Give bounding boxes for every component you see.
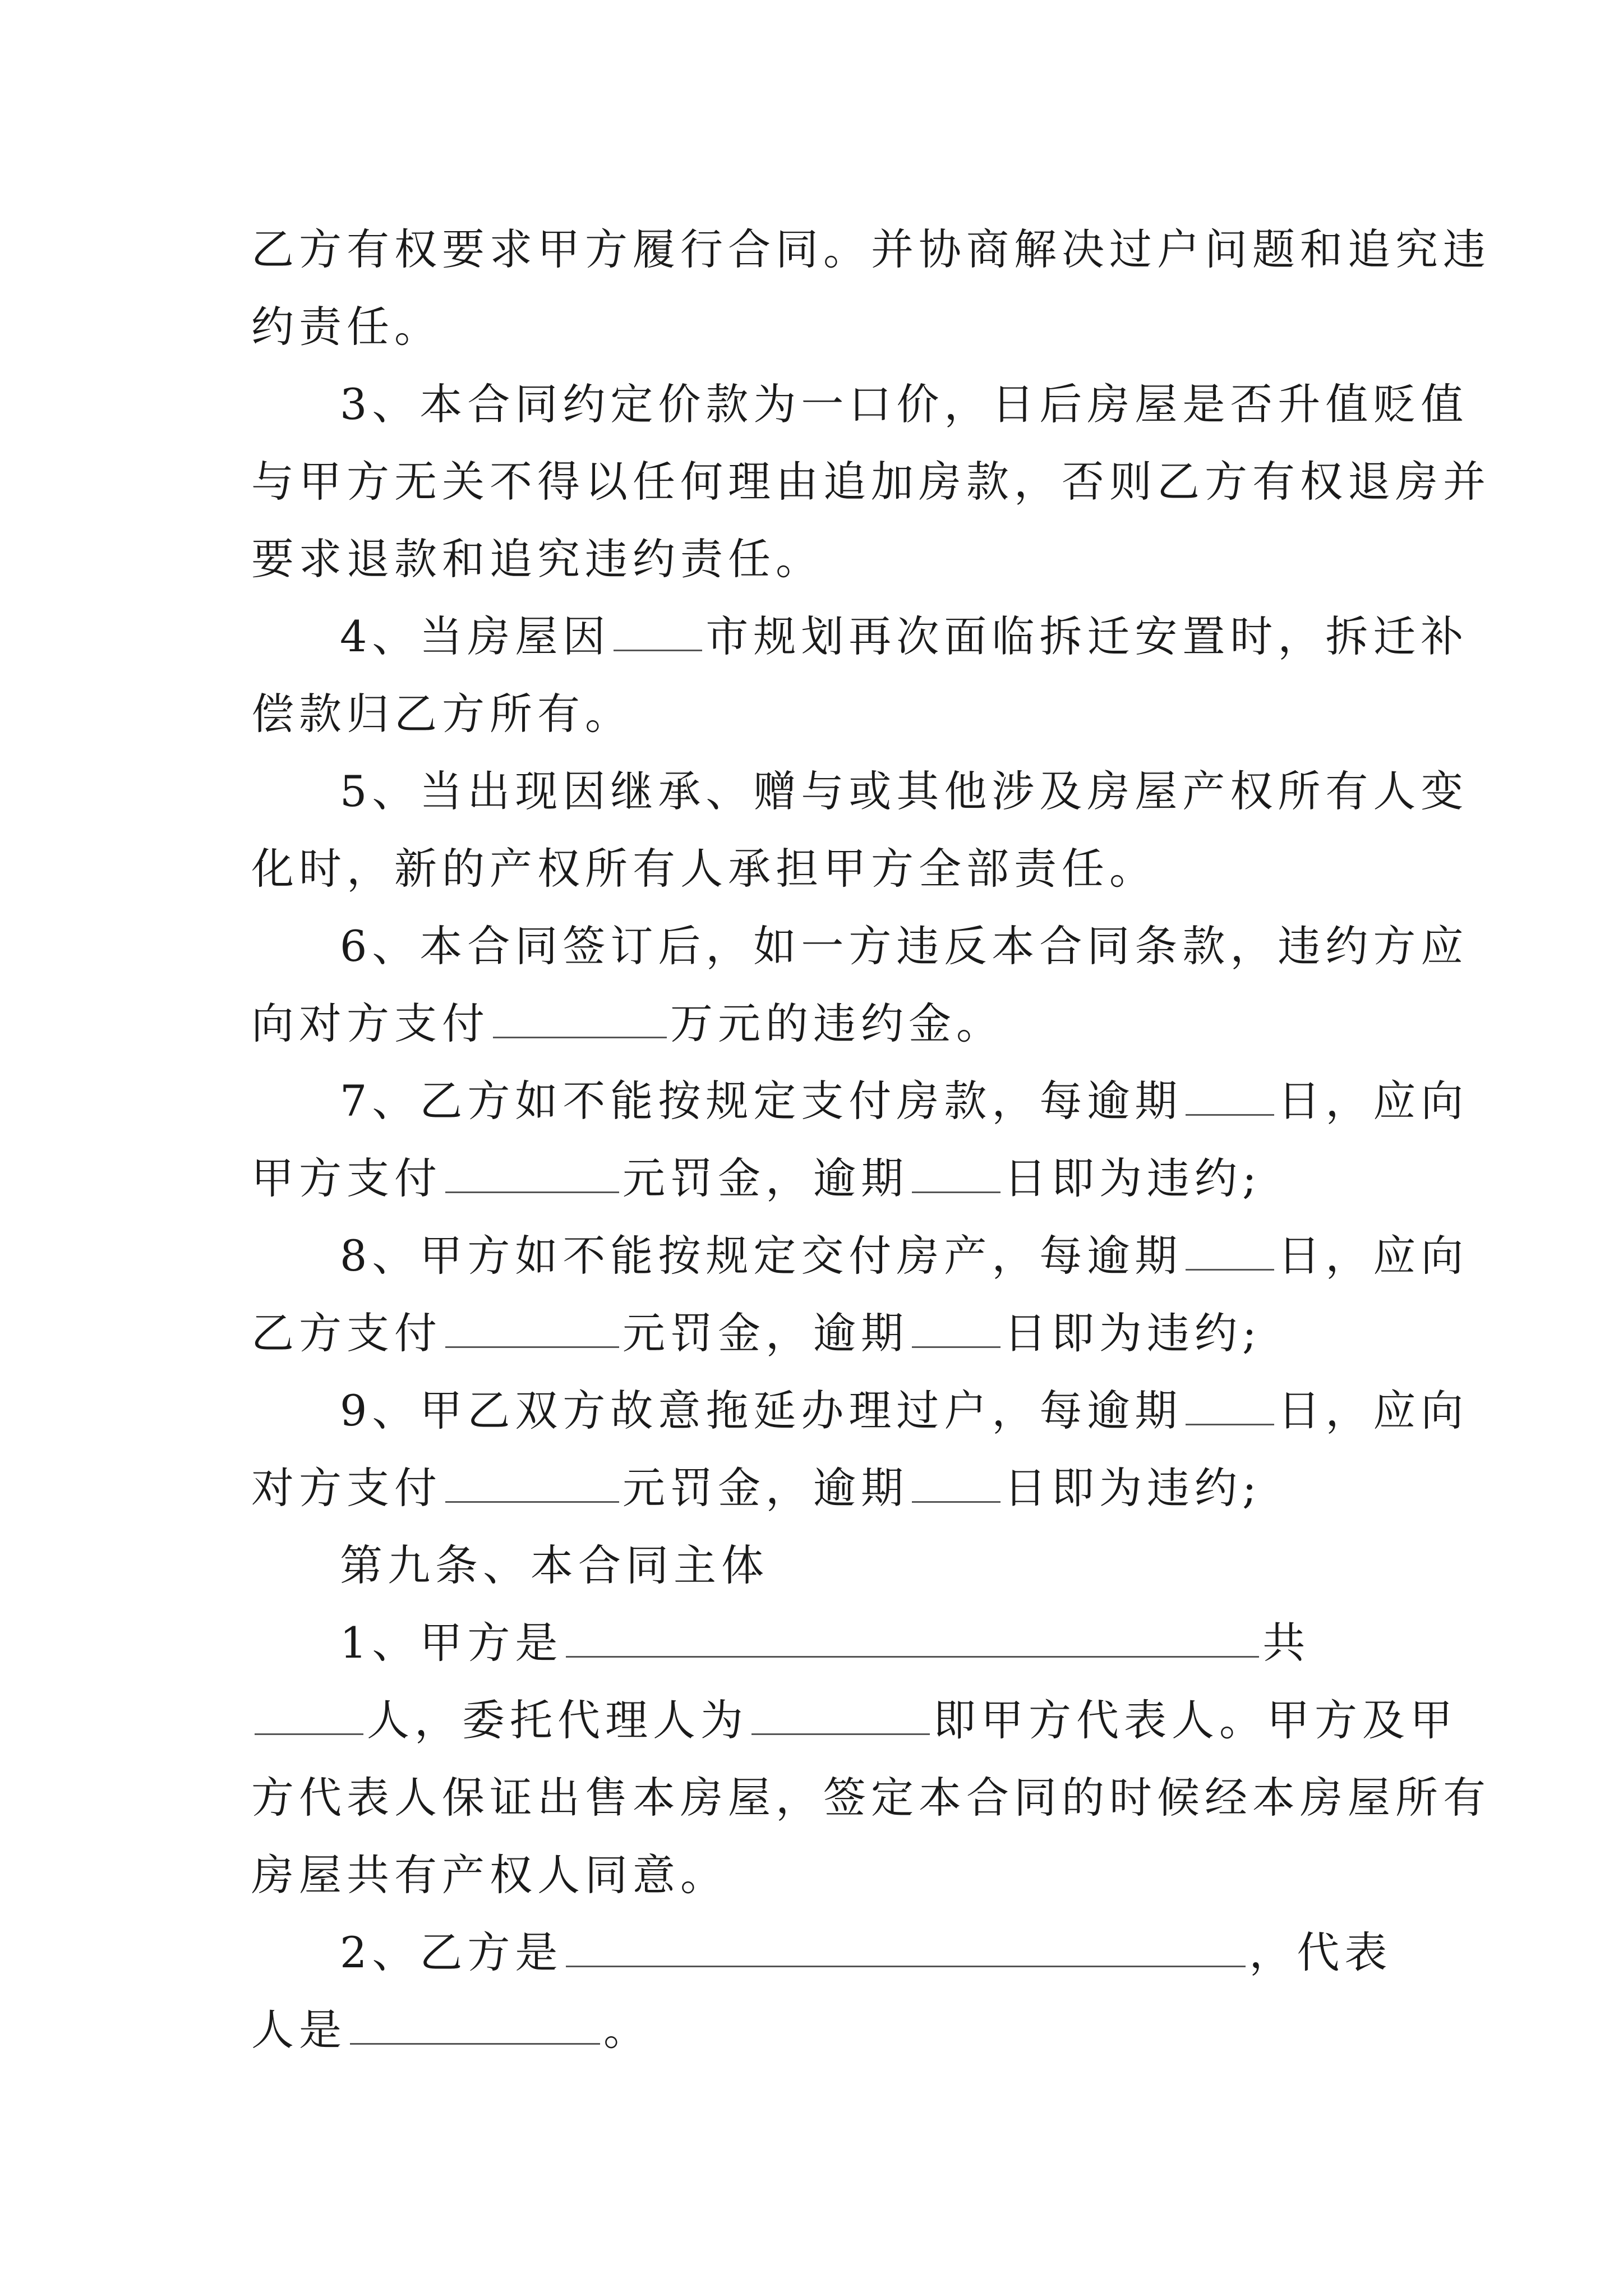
paragraph-text: 人是: [251, 2005, 347, 2055]
clause-9-text: 9、甲乙双方故意拖延办理过户，每逾期: [340, 1386, 1183, 1435]
blank-field: [751, 1696, 930, 1735]
paragraph-text: 日，应向: [1278, 1386, 1469, 1435]
paragraph-text: 元罚金，逾期: [623, 1153, 909, 1203]
blank-field: [350, 2006, 600, 2045]
text-line: [251, 675, 1382, 753]
paragraph-text: 日即为违约;: [1004, 1463, 1262, 1513]
text-line: [251, 1837, 1382, 1914]
paragraph-text: 房屋共有产权人同意。: [251, 1850, 728, 1900]
blank-field: [445, 1309, 619, 1348]
text-line: [251, 1217, 1469, 1295]
blank-field: [566, 1619, 1259, 1658]
paragraph-text: 化时，新的产权所有人承担甲方全部责任。: [251, 844, 1157, 894]
paragraph-text: 元罚金，逾期: [623, 1463, 909, 1513]
clause-8-text: 8、甲方如不能按规定交付房产，每逾期: [340, 1231, 1183, 1281]
text-line: [251, 908, 1469, 985]
clause-7-text: 7、乙方如不能按规定支付房款，每逾期: [340, 1076, 1183, 1126]
paragraph-text: 市规划再次面临拆迁安置时，拆迁补: [706, 611, 1469, 661]
party-a-text: 1、甲方是: [340, 1618, 563, 1668]
paragraph-text: 乙方支付: [251, 1308, 442, 1358]
paragraph-text: 元罚金，逾期: [623, 1308, 909, 1358]
blank-field: [445, 1464, 619, 1503]
paragraph-text: 乙方有权要求甲方履行合同。并协商解决过户问题和追究违: [251, 224, 1491, 274]
paragraph-text: 向对方支付: [251, 999, 490, 1048]
blank-field: [912, 1309, 1000, 1348]
paragraph-text: 共: [1262, 1618, 1311, 1668]
blank-field: [912, 1154, 1000, 1193]
paragraph-text: 方代表人保证出售本房屋，签定本合同的时候经本房屋所有: [251, 1773, 1491, 1823]
paragraph-text: 即甲方代表人。甲方及甲: [933, 1695, 1458, 1745]
clause-4-text: 4、当房屋因: [340, 611, 611, 661]
blank-field: [255, 1696, 363, 1735]
paragraph-text: 万元的违约金。: [670, 999, 1004, 1048]
paragraph-text: 日，应向: [1278, 1231, 1469, 1281]
text-line: [251, 1527, 1382, 1604]
text-line: [251, 1062, 1469, 1140]
blank-field: [493, 1000, 667, 1038]
paragraph-text: 人，委托代理人为: [367, 1695, 748, 1745]
section-heading: 第九条、本合同主体: [340, 1540, 769, 1590]
text-line: [251, 1991, 1382, 2069]
text-line: [251, 1682, 1458, 1759]
blank-field: [1186, 1232, 1274, 1271]
paragraph-text: 与甲方无关不得以任何理由追加房款，否则乙方有权退房并: [251, 457, 1491, 507]
party-b-text: 2、乙方是: [340, 1927, 563, 1977]
text-line: [251, 1372, 1469, 1450]
blank-field: [1186, 1077, 1274, 1116]
text-line: [251, 1914, 1393, 1991]
text-line: [251, 1604, 1382, 1682]
text-line: [251, 1450, 1382, 1527]
paragraph-text: 日即为违约;: [1004, 1153, 1262, 1203]
paragraph-text: 甲方支付: [251, 1153, 442, 1203]
blank-field: [1186, 1387, 1274, 1425]
text-line: [251, 1295, 1382, 1372]
blank-field: [912, 1464, 1000, 1503]
paragraph-text: 对方支付: [251, 1463, 442, 1513]
paragraph-text: 。: [603, 2005, 651, 2055]
clause-5-text: 5、当出现因继承、赠与或其他涉及房屋产权所有人变: [340, 766, 1469, 816]
contract-body: [251, 211, 1491, 2069]
paragraph-text: ，代表: [1249, 1927, 1393, 1977]
paragraph-text: 日即为违约;: [1004, 1308, 1262, 1358]
text-line: [251, 985, 1382, 1062]
clause-3-text: 3、本合同约定价款为一口价，日后房屋是否升值贬值: [340, 379, 1469, 429]
text-line: [251, 521, 1382, 598]
text-line: [251, 288, 1382, 366]
text-line: [251, 211, 1491, 288]
paragraph-text: 偿款归乙方所有。: [251, 689, 633, 739]
text-line: [251, 443, 1491, 521]
text-line: [251, 1759, 1491, 1837]
paragraph-text: 约责任。: [251, 302, 442, 352]
blank-field: [445, 1154, 619, 1193]
blank-field: [566, 1929, 1246, 1967]
text-line: [251, 830, 1382, 908]
text-line: [251, 1140, 1382, 1217]
paragraph-text: 日，应向: [1278, 1076, 1469, 1126]
blank-field: [614, 613, 702, 651]
text-line: [251, 598, 1469, 675]
clause-6-text: 6、本合同签订后，如一方违反本合同条款，违约方应: [340, 921, 1469, 971]
text-line: [251, 753, 1469, 830]
text-line: [251, 366, 1469, 443]
paragraph-text: 要求退款和追究违约责任。: [251, 534, 823, 584]
